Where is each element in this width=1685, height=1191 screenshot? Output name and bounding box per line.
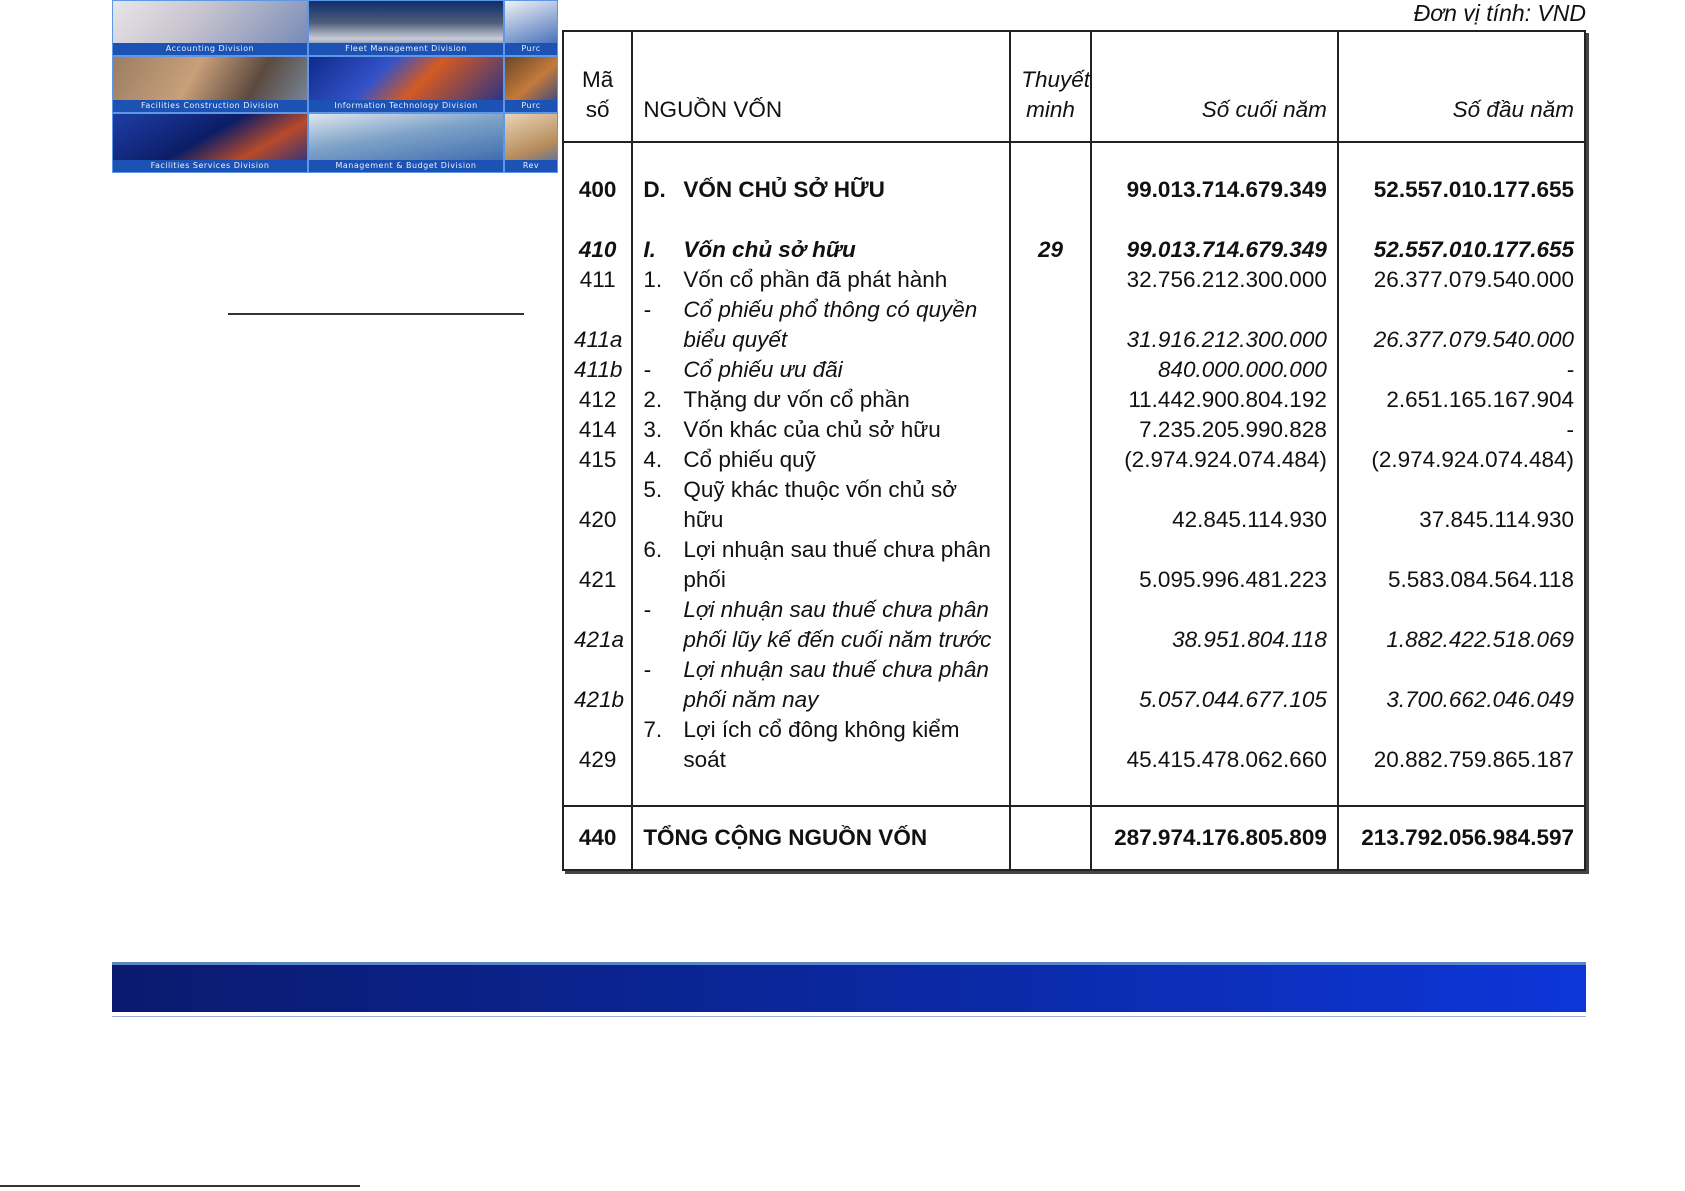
row-name-cell [632,355,1010,385]
table-row [563,175,1585,205]
tile-caption: Facilities Construction Division [113,100,307,112]
row-label: Lợi nhuận sau thuế chưa phân phối [683,537,991,592]
row-name-cell [632,385,1010,415]
tile-caption: Facilities Services Division [113,160,307,172]
row-note [1010,295,1091,355]
row-code: 400 [578,177,617,202]
table-row [563,535,1585,595]
row-note [1010,415,1091,445]
row-end-value: 31.916.212.300.000 [1091,295,1338,355]
header-end-of-year: Số cuối năm [1091,31,1338,142]
row-end-value: 99.013.714.679.349 [1091,235,1338,265]
row-label: Cổ phiếu ưu đãi [683,357,843,382]
row-label: Cổ phiếu phổ thông có quyền biểu quyết [683,297,978,352]
row-note [1010,175,1091,205]
row-note [1010,595,1091,655]
row-name-cell [632,475,1010,535]
row-label: VỐN CHỦ SỞ HỮU [683,177,885,202]
table-row [563,265,1585,295]
collage-tile-it [308,56,504,113]
row-note [1010,445,1091,475]
row-number: 4. [643,447,663,472]
total-row [563,806,1585,870]
row-label: Lợi ích cổ đông không kiểm soát [683,717,960,772]
tile-caption: Management & Budget Division [309,160,503,172]
header-name: NGUỒN VỐN [632,31,1010,142]
row-label: Quỹ khác thuộc vốn chủ sở hữu [683,477,957,532]
table-row [563,355,1585,385]
row-note: 29 [1010,235,1091,265]
table-row [563,595,1585,655]
table-row [563,655,1585,715]
row-name-cell [632,235,1010,265]
tile-caption: Purc [505,100,557,112]
row-begin-value: 37.845.114.930 [1338,475,1585,535]
row-end-value: 42.845.114.930 [1091,475,1338,535]
total-end-value: 287.974.176.805.809 [1091,806,1338,870]
row-code: 421b [574,687,625,712]
collage-tile-services [112,113,308,173]
row-name-cell [632,655,1010,715]
row-begin-value: 52.557.010.177.655 [1338,175,1585,205]
row-name-cell [632,295,1010,355]
tile-caption: Information Technology Division [309,100,503,112]
table-row [563,475,1585,535]
row-begin-value: 1.882.422.518.069 [1338,595,1585,655]
row-code: 429 [578,747,617,772]
row-end-value: 840.000.000.000 [1091,355,1338,385]
horizontal-rule [228,313,524,315]
collage-tile-purchasing [504,0,558,56]
table-row [563,235,1585,265]
unit-label: Đơn vị tính: VND [1413,0,1586,26]
row-label: Cổ phiếu quỹ [683,447,816,472]
row-number: - [643,657,651,682]
row-code: 411a [574,327,623,352]
table-row [563,715,1585,775]
collage-tile-budget [308,113,504,173]
row-end-value: 11.442.900.804.192 [1091,385,1338,415]
row-number: 7. [643,717,663,742]
row-name-cell [632,715,1010,775]
gap-row [563,775,1585,806]
collage-tile-fleet [308,0,504,56]
row-begin-value: 2.651.165.167.904 [1338,385,1585,415]
row-name-cell [632,535,1010,595]
row-name-cell [632,595,1010,655]
row-code: 411 [579,267,616,292]
row-name-cell [632,415,1010,445]
header-code: Mã số [563,31,632,142]
row-label: Vốn cổ phần đã phát hành [683,267,948,292]
row-note [1010,715,1091,775]
row-note [1010,655,1091,715]
row-end-value: 32.756.212.300.000 [1091,265,1338,295]
table-header-row [563,31,1585,142]
row-number: - [643,357,651,382]
row-code: 412 [578,387,617,412]
spacer-row [563,142,1585,175]
total-code: 440 [563,806,632,870]
row-end-value: 7.235.205.990.828 [1091,415,1338,445]
row-code: 410 [578,237,617,262]
row-end-value: 99.013.714.679.349 [1091,175,1338,205]
row-begin-value: (2.974.924.074.484) [1338,445,1585,475]
collage-tile-construction [112,56,308,113]
row-end-value: (2.974.924.074.484) [1091,445,1338,475]
row-end-value: 45.415.478.062.660 [1091,715,1338,775]
row-code: 420 [578,507,617,532]
row-number: 2. [643,387,663,412]
row-number: I. [643,237,656,262]
row-label: Lợi nhuận sau thuế chưa phân phối lũy kế đến cuối năm trước [683,597,992,652]
footer-line [112,1016,1586,1017]
tile-caption: Rev [505,160,557,172]
row-end-value: 38.951.804.118 [1091,595,1338,655]
row-number: 5. [643,477,663,502]
row-number: - [643,597,651,622]
balance-sheet-table [562,30,1586,871]
row-code: 415 [578,447,617,472]
row-number: 6. [643,537,663,562]
row-number: D. [643,177,666,202]
row-number: 3. [643,417,663,442]
row-begin-value: 5.583.084.564.118 [1338,535,1585,595]
row-code: 414 [578,417,617,442]
row-begin-value: - [1338,355,1585,385]
row-begin-value: 20.882.759.865.187 [1338,715,1585,775]
total-label: TỔNG CỘNG NGUỒN VỐN [632,806,1010,870]
row-name-cell [632,265,1010,295]
row-end-value: 5.095.996.481.223 [1091,535,1338,595]
collage-tile-revenue [504,113,558,173]
row-label: Vốn chủ sở hữu [683,237,856,262]
row-begin-value: 26.377.079.540.000 [1338,295,1585,355]
table-row [563,385,1585,415]
row-note [1010,535,1091,595]
total-begin-value: 213.792.056.984.597 [1338,806,1585,870]
row-code: 411b [574,357,623,382]
row-begin-value: - [1338,415,1585,445]
total-note [1010,806,1091,870]
row-code: 421 [578,567,617,592]
bottom-rule [0,1185,360,1187]
row-name-cell [632,445,1010,475]
row-label: Vốn khác của chủ sở hữu [683,417,941,442]
row-number: 1. [643,267,663,292]
row-begin-value: 3.700.662.046.049 [1338,655,1585,715]
table-row [563,445,1585,475]
row-begin-value: 52.557.010.177.655 [1338,235,1585,265]
row-label: Thặng dư vốn cổ phần [683,387,910,412]
collage-tile-purchasing-2 [504,56,558,113]
row-note [1010,475,1091,535]
header-note: Thuyết minh [1010,31,1091,142]
row-note [1010,355,1091,385]
collage-tile-accounting [112,0,308,56]
table-row [563,415,1585,445]
row-number: - [643,297,651,322]
table-row [563,295,1585,355]
tile-caption: Purc [505,43,557,55]
gap-row [563,205,1585,235]
row-begin-value: 26.377.079.540.000 [1338,265,1585,295]
division-image-collage [112,0,558,173]
header-begin-of-year: Số đầu năm [1338,31,1585,142]
row-label: Lợi nhuận sau thuế chưa phân phối năm nay [683,657,989,712]
row-code: 421a [574,627,625,652]
row-name-cell [632,175,1010,205]
row-note [1010,265,1091,295]
tile-caption: Accounting Division [113,43,307,55]
tile-caption: Fleet Management Division [309,43,503,55]
row-end-value: 5.057.044.677.105 [1091,655,1338,715]
row-note [1010,385,1091,415]
footer-blue-bar [112,962,1586,1012]
